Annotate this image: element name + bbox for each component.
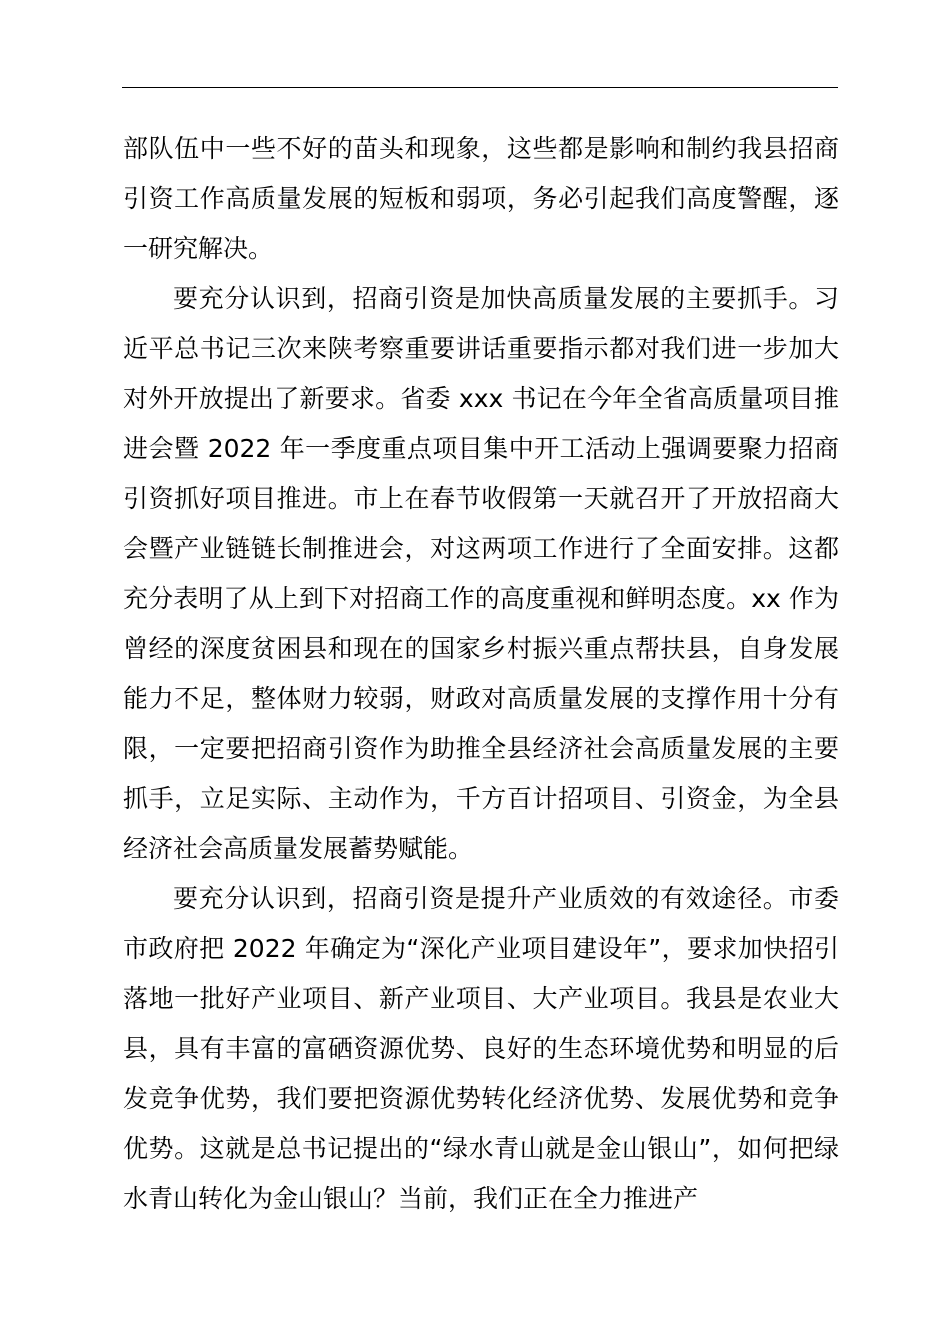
- paragraph-investment-main-lever: 要充分认识到，招商引资是加快高质量发展的主要抓手。习近平总书记三次来陕考察重要讲话重要指示都对我们进一步加大对外开放提出了新要求。省委 xxx 书记在今年全省高质量项目推进会暨 2022 年一季度重点项目集中开工活动上强调要聚力招商引资抓好项目推进。市上在春节收假第一天就召开了开放招商大会暨产业链链长制推进会，对这两项工作进行了全面安排。这都充分表明了从上到下对招商工作的高度重视和鲜明态度。xx 作为曾经的深度贫困县和现在的国家乡村振兴重点帮扶县，自身发展能力不足，整体财力较弱，财政对高质量发展的支撑作用十分有限，一定要把招商引资作为助推全县经济社会高质量发展的主要抓手，立足实际、主动作为，千方百计招项目、引资金，为全县经济社会高质量发展蓄势赋能。: [123, 284, 839, 863]
- document-body: [123, 124, 839, 1224]
- paragraph-continuation: 部队伍中一些不好的苗头和现象，这些都是影响和制约我县招商引资工作高质量发展的短板和弱项，务必引起我们高度警醒，逐一研究解决。: [123, 134, 839, 263]
- header-divider: [122, 87, 838, 88]
- paragraph-industry-quality: 要充分认识到，招商引资是提升产业质效的有效途径。市委市政府把 2022 年确定为“深化产业项目建设年”，要求加快招引落地一批好产业项目、新产业项目、大产业项目。我县是农业大县，具有丰富的富硒资源优势、良好的生态环境优势和明显的后发竞争优势，我们要把资源优势转化经济优势、发展优势和竞争优势。这就是总书记提出的“绿水青山就是金山银山”，如何把绿水青山转化为金山银山？当前，我们正在全力推进产: [123, 884, 839, 1213]
